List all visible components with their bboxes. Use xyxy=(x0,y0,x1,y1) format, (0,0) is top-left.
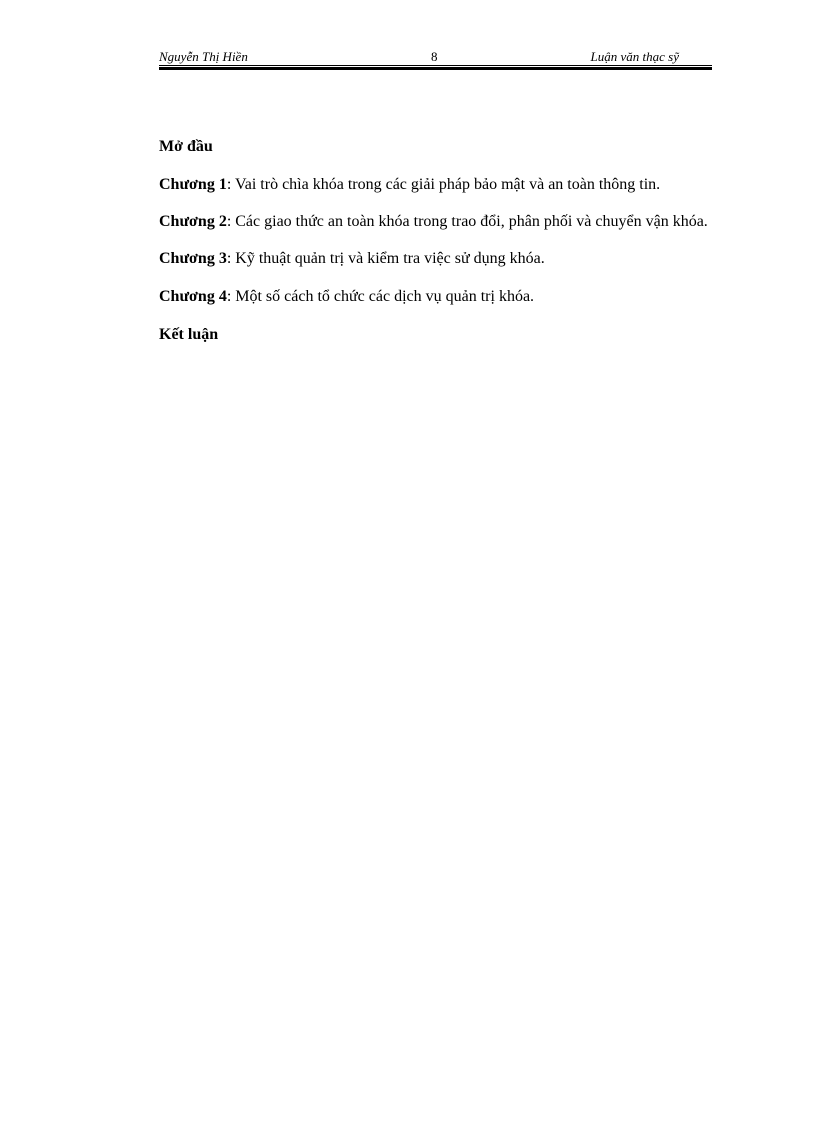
header-author: Nguyễn Thị Hiền xyxy=(159,49,248,64)
header-divider-thin xyxy=(159,65,712,66)
page-number: 8 xyxy=(431,49,438,64)
thesis-outline xyxy=(159,130,711,356)
outline-chapter-4 xyxy=(159,280,711,314)
outline-conclusion: Kết luận xyxy=(159,326,219,343)
page-header xyxy=(159,48,711,66)
header-document-title: Luận văn thạc sỹ xyxy=(590,49,679,64)
outline-chapter-2 xyxy=(159,206,711,238)
header-divider-thick xyxy=(159,67,712,70)
chapter-description: : Một số cách tổ chức các dịch vụ quản trị khóa. xyxy=(226,288,535,305)
outline-intro: Mở đầu xyxy=(159,138,213,155)
chapter-description: : Các giao thức an toàn khóa trong trao đổi, phân phối và chuyển vận khóa. xyxy=(226,213,708,230)
outline-chapter-3 xyxy=(159,242,711,276)
chapter-label: Chương 2 xyxy=(159,213,227,230)
outline-chapter-1 xyxy=(159,168,711,202)
chapter-label: Chương 1 xyxy=(159,176,227,193)
chapter-description: : Vai trò chìa khóa trong các giải pháp bảo mật và an toàn thông tin. xyxy=(226,176,661,193)
chapter-description: : Kỹ thuật quản trị và kiểm tra việc sử dụng khóa. xyxy=(226,250,545,267)
chapter-label: Chương 3 xyxy=(159,250,227,267)
chapter-label: Chương 4 xyxy=(159,288,227,305)
